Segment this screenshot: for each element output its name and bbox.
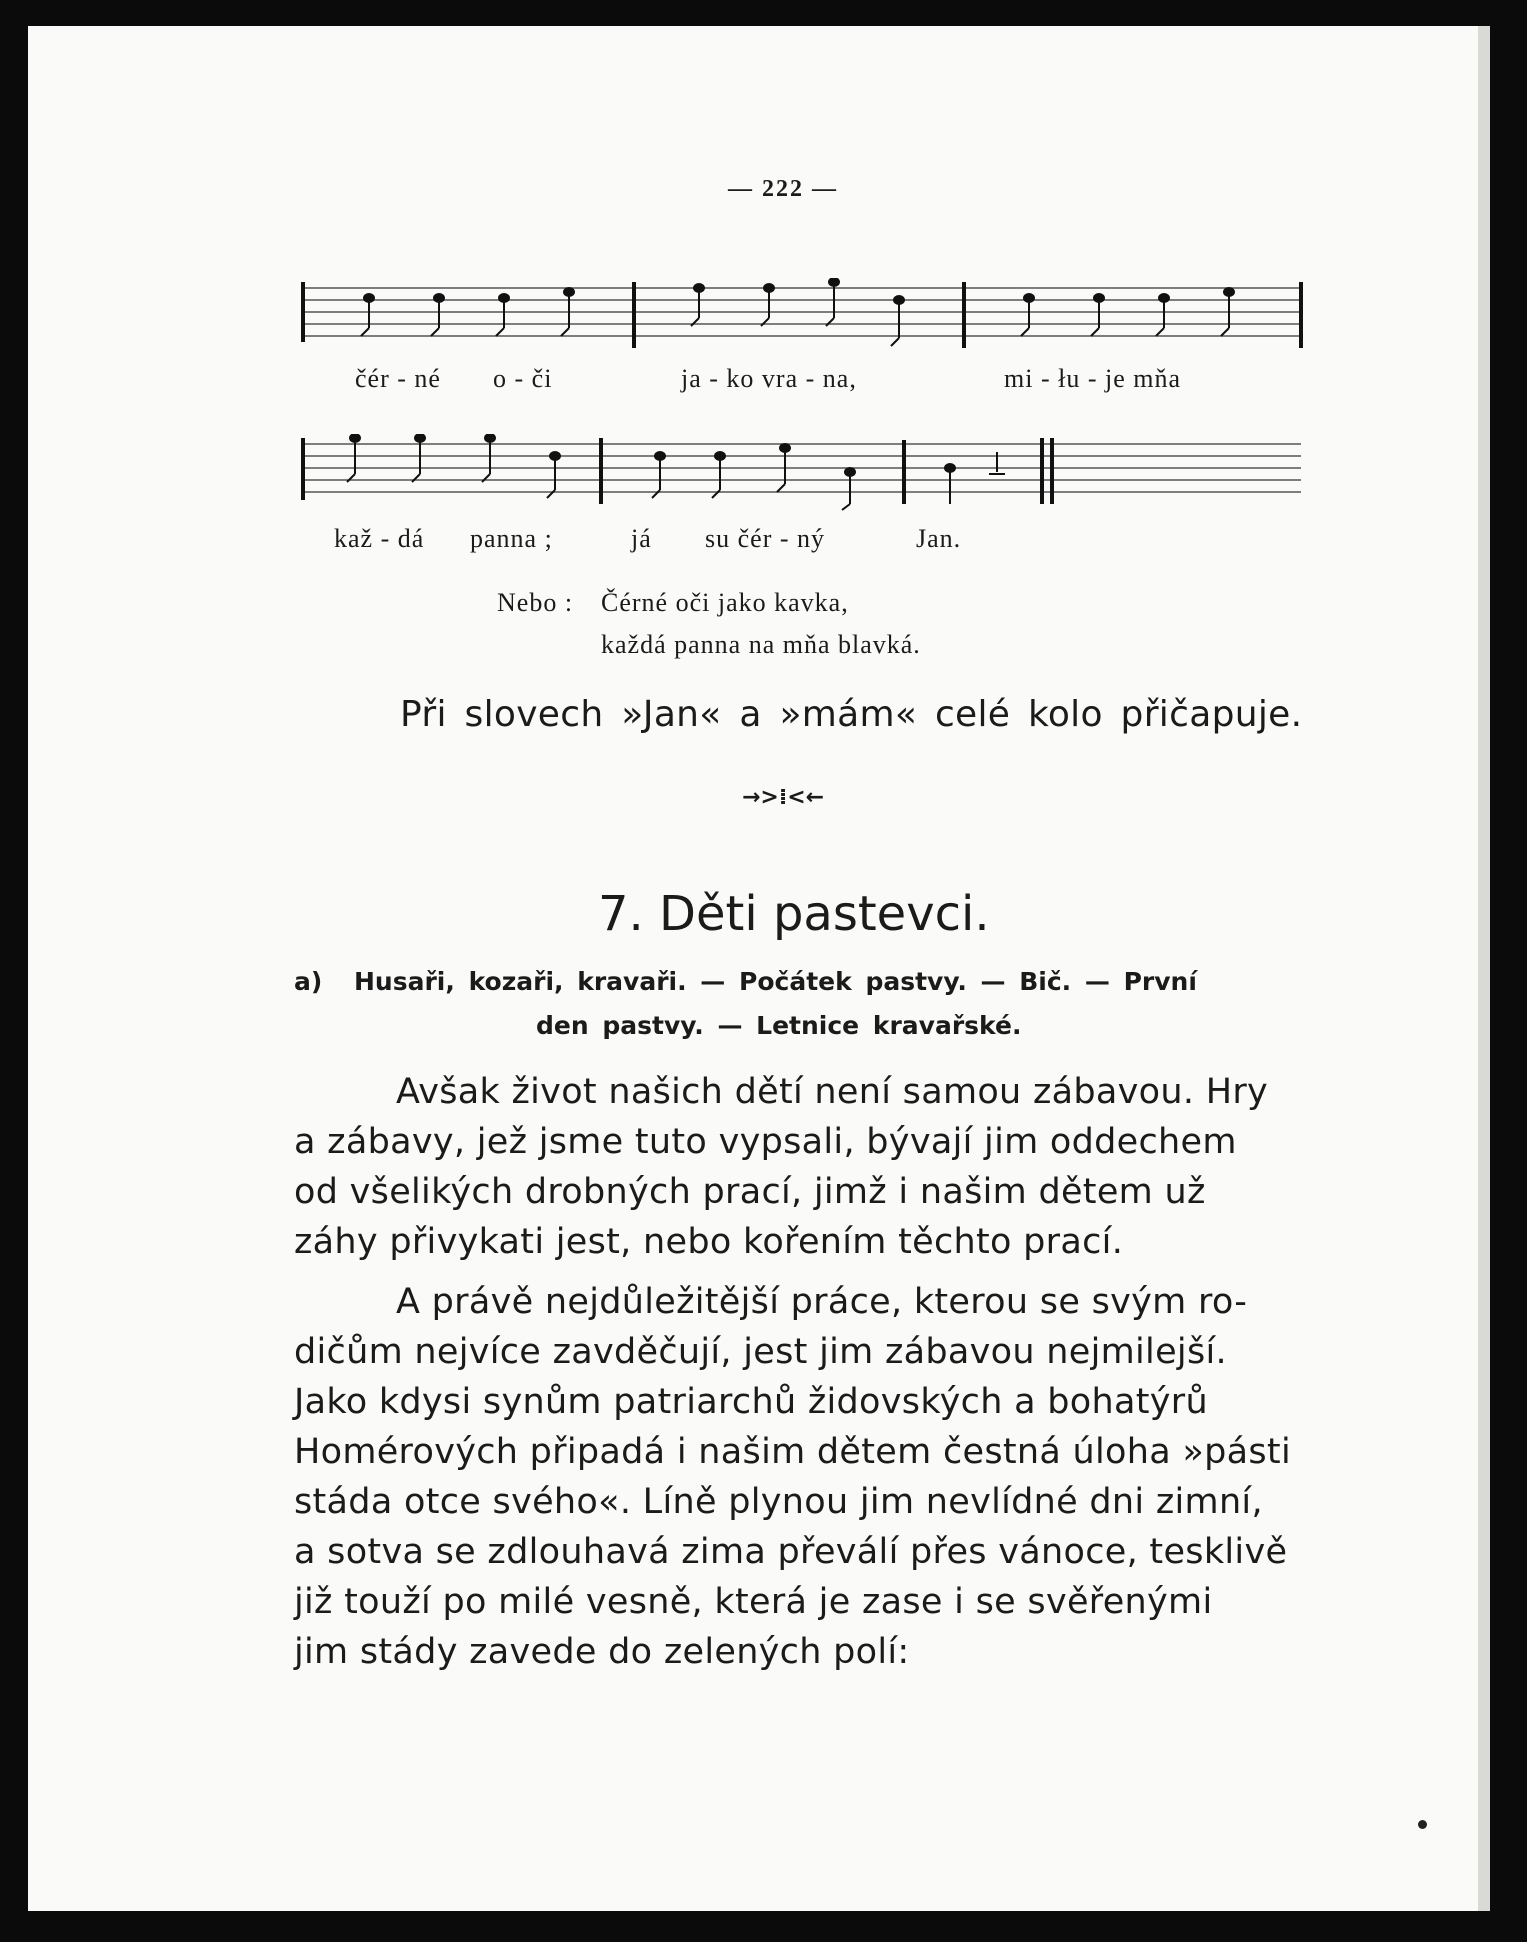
- lyric-syllable: Jan.: [916, 524, 962, 553]
- lyric-syllable: o - či: [493, 364, 553, 393]
- variant-line: každá panna na mňa blavká.: [601, 630, 921, 659]
- text-line: Jako kdysi synům patriarchů židovských a bohatýrů: [294, 1382, 1208, 1422]
- lyric-syllable: su čér - ný: [705, 524, 826, 553]
- text-line: Avšak život našich dětí není samou zábavou. Hry: [396, 1072, 1269, 1112]
- text-line: A právě nejdůležitější práce, kterou se svým ro-: [396, 1282, 1248, 1322]
- text-line: jim stády zavede do zelených polí:: [294, 1632, 910, 1672]
- subsection-heading-line: den pastvy. — Letnice kravařské.: [536, 1011, 1022, 1040]
- ornament-divider: →>⁞<←: [742, 785, 825, 810]
- text-line: Homérových připadá i našim dětem čestná úloha »pásti: [294, 1432, 1291, 1472]
- section-title: 7. Děti pastevci.: [598, 886, 990, 942]
- page-edge: [1478, 26, 1490, 1911]
- lyric-syllable: čér - né: [355, 364, 441, 393]
- text-line: již touží po milé vesně, která je zase i se svěřenými: [294, 1582, 1213, 1622]
- text-line: od všelikých drobných prací, jimž i našim dětem už: [294, 1172, 1206, 1212]
- text-line: a zábavy, jež jsme tuto vypsali, bývají jim oddechem: [294, 1122, 1237, 1162]
- variant-line: Čérné oči jako kavka,: [601, 588, 849, 617]
- variant-label: Nebo :: [497, 588, 574, 617]
- instruction-line: Při slovech »Jan« a »mám« celé kolo přičapuje.: [400, 694, 1303, 735]
- text-line: záhy přivykati jest, nebo kořením těchto prací.: [294, 1222, 1124, 1262]
- lyric-syllable: já: [631, 524, 652, 553]
- subsection-marker: a): [294, 967, 323, 996]
- page-number: — 222 —: [728, 176, 838, 202]
- text-line: dičům nejvíce zavděčují, jest jim zábavou nejmilejší.: [294, 1332, 1227, 1372]
- music-staff-2: [297, 434, 1307, 514]
- lyric-syllable: ja - ko vra - na,: [681, 364, 857, 393]
- lyric-syllable: mi - łu - je mňa: [1004, 364, 1182, 393]
- music-staff-1: [297, 278, 1307, 358]
- subsection-heading-line: Husaři, kozaři, kravaři. — Počátek pastvy. — Bič. — První: [354, 967, 1197, 996]
- text-line: a sotva se zdlouhavá zima převálí přes vánoce, tesklivě: [294, 1532, 1288, 1572]
- lyric-syllable: panna ;: [470, 524, 553, 553]
- text-line: stáda otce svého«. Líně plynou jim nevlídné dni zimní,: [294, 1482, 1263, 1522]
- ink-speck: [1418, 1820, 1427, 1829]
- lyric-syllable: kaž - dá: [334, 524, 425, 553]
